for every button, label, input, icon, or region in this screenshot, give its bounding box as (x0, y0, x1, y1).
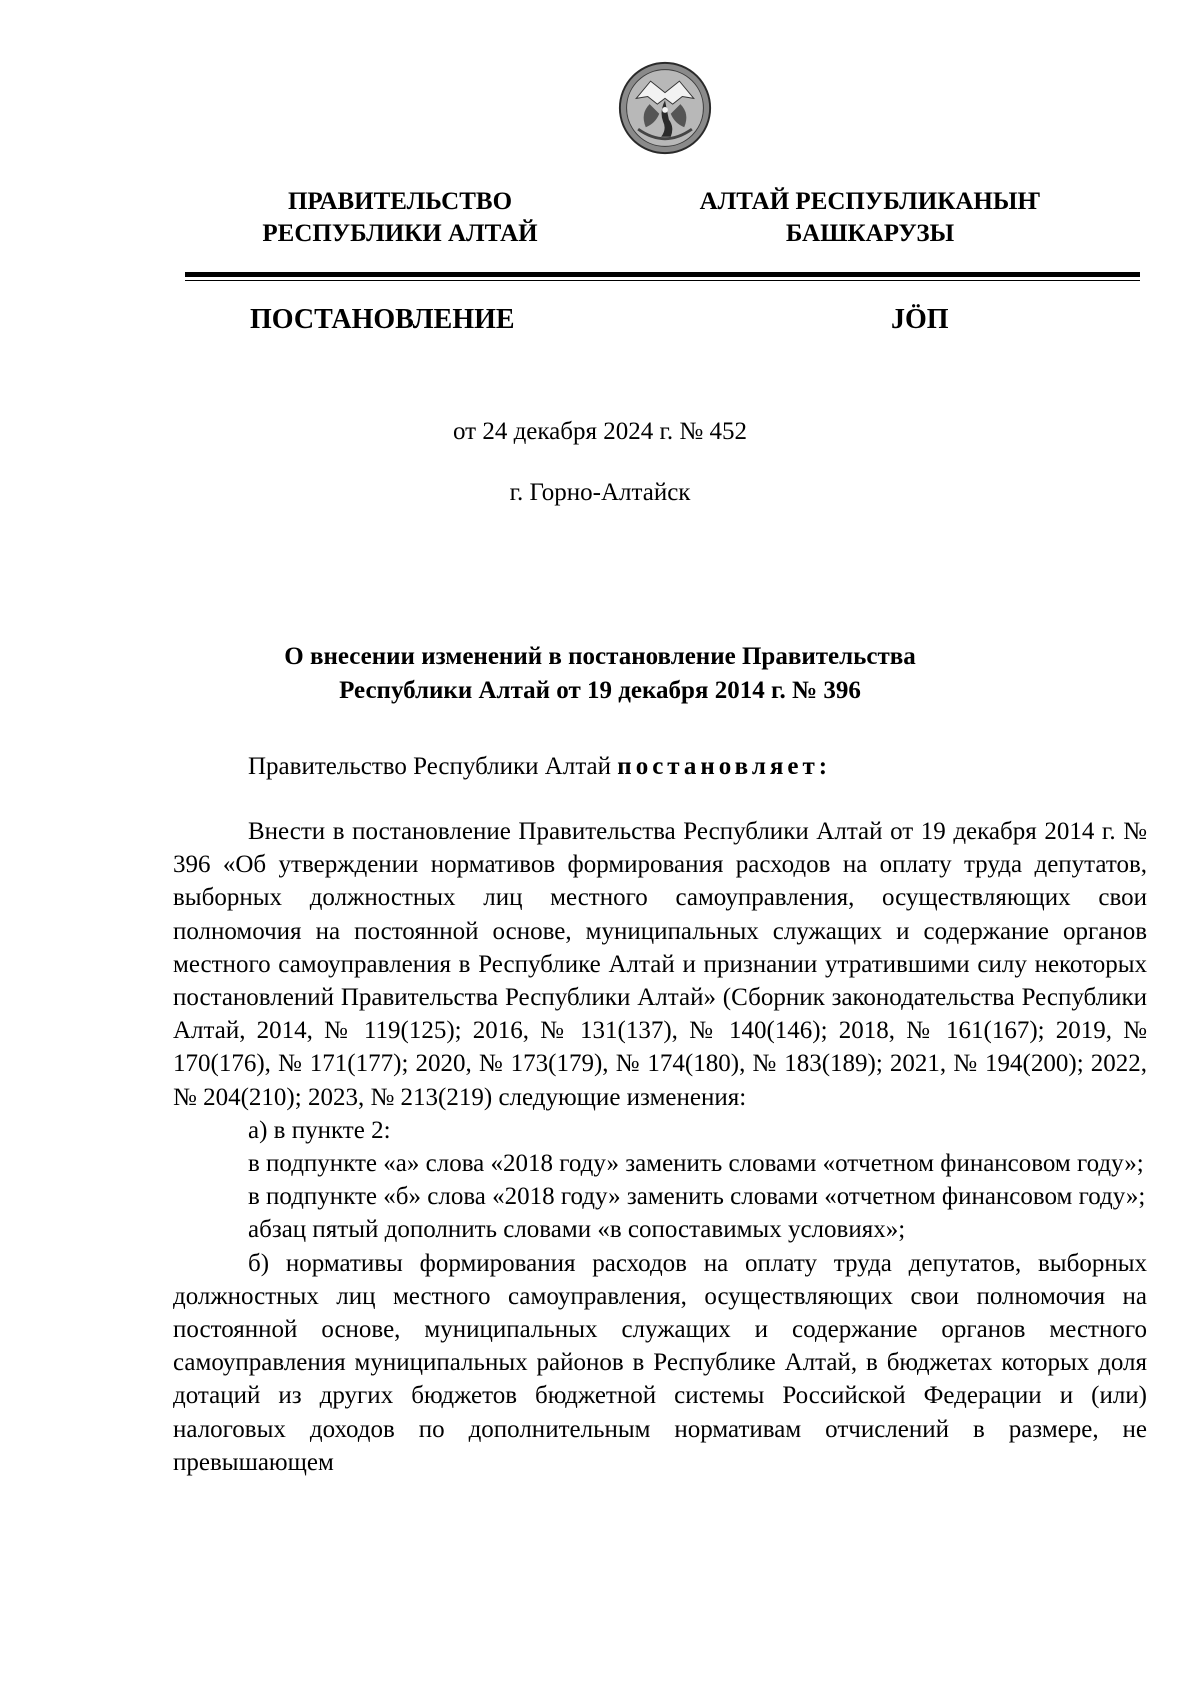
document-title-line1: О внесении изменений в постановление Правительства (284, 643, 916, 670)
decree-word: постановляет: (617, 753, 832, 780)
date-number-line: от 24 декабря 2024 г. № 452 (452, 418, 748, 445)
body-paragraph-fifth: абзац пятый дополнить словами «в сопоставимых условиях»; (248, 1216, 906, 1244)
org-name-altai-line1: АЛТАЙ РЕСПУБЛИКАНЫҤ (699, 188, 1041, 215)
republic-altai-emblem (617, 60, 713, 156)
document-title-line2: Республики Алтай от 19 декабря 2014 г. № 396 (339, 677, 861, 704)
city-line: г. Горно-Алтайск (509, 479, 691, 506)
org-name-altai (660, 186, 1080, 250)
preamble-text: Правительство Республики Алтай (248, 753, 618, 780)
header-divider-thin (185, 280, 1140, 281)
body-paragraph-item-b: б) нормативы формирования расходов на оплату труда депутатов, выборных должностных лиц местного самоуправления, осуществляющих свои полномочия на постоянной основе, муниципальных служащих и содержание органов местного самоуправления муниципальных районов в Республике Алтай, в бюджетах которых доля дотаций из других бюджетов бюджетной системы Российской Федерации и (или) налоговых доходов по дополнительным нормативам отчислений в размере, не превышающем (173, 1249, 1147, 1476)
body-paragraph-subitem-a: в подпункте «а» слова «2018 году» заменить словами «отчетном финансовом году»; (248, 1150, 1144, 1178)
org-name-russian-line1: ПРАВИТЕЛЬСТВО (287, 188, 513, 215)
org-name-altai-line2: БАШКАРУЗЫ (785, 220, 955, 247)
body-paragraph-intro: Внести в постановление Правительства Республики Алтай от 19 декабря 2014 г. № 396 «Об утверждении нормативов формирования расходов на оплату труда депутатов, выборных должностных лиц местного самоуправления, осуществляющих свои полномочия на постоянной основе, муниципальных служащих и содержание органов местного самоуправления в Республике Алтай и признании утратившими силу некоторых постановлений Правительства Республики Алтай» (Сборник законодательства Республики Алтай, 2014, № 119(125); 2016, № 131(137), № 140(146); 2018, № 161(167); 2019, № 170(176), № 171(177); 2020, № 173(179), № 174(180), № 183(189); 2021, № 194(200); 2022, № 204(210); 2023, № 213(219) следующие изменения: (173, 818, 1147, 1111)
org-name-russian (190, 186, 610, 250)
doc-type-russian: ПОСТАНОВЛЕНИЕ (250, 304, 515, 335)
org-name-russian-line2: РЕСПУБЛИКИ АЛТАЙ (262, 220, 538, 247)
body-paragraph-subitem-b: в подпункте «б» слова «2018 году» заменить словами «отчетном финансовом году»; (248, 1183, 1146, 1211)
header-divider-thick (185, 272, 1140, 277)
body-paragraph-item-a: а) в пункте 2: (248, 1116, 391, 1144)
document-body (173, 815, 1147, 1479)
doc-type-altai: JӦП (891, 304, 949, 335)
document-title (0, 640, 1200, 708)
preamble (248, 752, 831, 782)
